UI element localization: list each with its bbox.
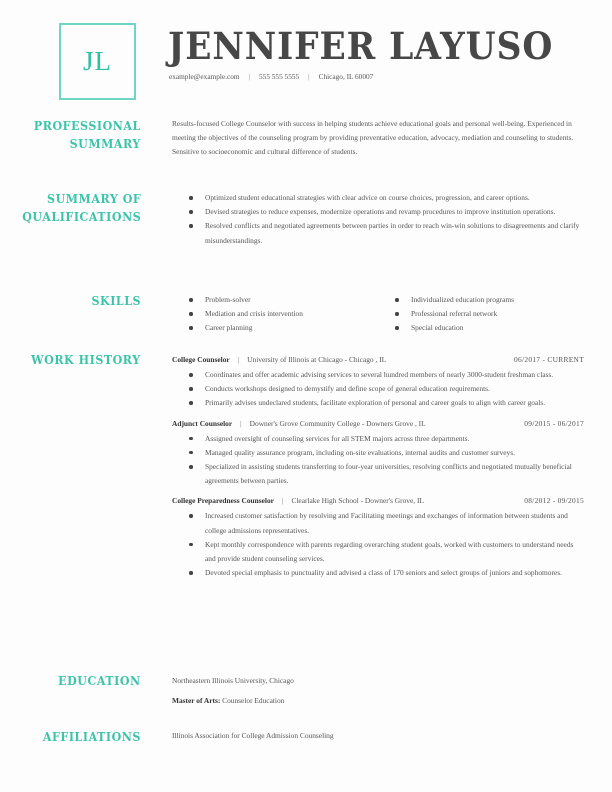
section-heading-education: EDUCATION — [58, 673, 141, 688]
job-separator: | — [237, 355, 240, 364]
section-heading-work-history: WORK HISTORY — [31, 352, 141, 367]
monogram-initials: JL — [59, 23, 136, 100]
job-bullets — [172, 432, 584, 489]
job-title-employer — [172, 353, 386, 367]
heading-line: QUALIFICATIONS — [21, 209, 141, 224]
job-employer: University of Illinois at Chicago - Chicago , IL — [247, 355, 387, 364]
list-item: Optimized student educational strategies with clear advice on course choices, progression, and career options. — [172, 191, 584, 205]
qualifications-list — [172, 191, 584, 248]
job-header — [172, 494, 584, 508]
degree-field: Counselor Education — [222, 696, 285, 705]
affiliations-text: Illinois Association for College Admission Counseling — [172, 731, 334, 740]
contact-separator: | — [248, 72, 251, 81]
job-separator: | — [240, 418, 242, 428]
skill-item: Professional referral network — [378, 307, 584, 321]
education-degree — [172, 694, 584, 708]
skill-item: Special education — [378, 321, 584, 335]
job-header — [172, 353, 584, 367]
skill-item: Problem-solver — [172, 293, 378, 307]
list-item: Conducts workshops designed to demystify and define scope of general education requirements. — [172, 382, 584, 396]
job-entry — [172, 417, 584, 489]
job-separator: | — [281, 496, 284, 506]
job-entry — [172, 353, 584, 411]
heading-line: SUMMARY OF — [46, 191, 141, 206]
contact-line — [169, 72, 373, 81]
heading-line: PROFESSIONAL — [34, 118, 141, 133]
section-heading-affiliations: AFFILIATIONS — [42, 729, 141, 744]
list-item: Managed quality assurance program, including on-site evaluations, internal audits and customer surveys. — [172, 446, 584, 460]
contact-location: Chicago, IL 60007 — [318, 72, 374, 81]
job-title: College Preparedness Counselor — [172, 496, 274, 506]
degree-label: Master of Arts: — [172, 696, 221, 705]
contact-separator: | — [308, 72, 310, 81]
contact-phone: 555 555 5555 — [259, 72, 300, 81]
job-dates: 06/2017 - CURRENT — [514, 355, 584, 364]
work-history-content — [172, 353, 584, 586]
skills-list-left — [172, 293, 378, 336]
qualifications-content — [172, 191, 584, 248]
list-item: Increased customer satisfaction by resolving and Facilitating meetings and exchanges of information between students and college admissions representatives. — [172, 509, 584, 537]
list-item: Coordinates and offer academic advising services to several hundred members of nearly 3000-student freshman class. — [172, 368, 584, 382]
list-item: Devoted special emphasis to punctuality and advised a class of 170 seniors and select groups of juniors and sophomores. — [172, 566, 584, 580]
list-item: Specialized in assisting students transferring to four-year universities, resolving conflicts and negotiated mutually beneficial agreements between parties. — [172, 460, 584, 488]
job-employer: Downer's Grove Community College - Downers Grove , IL — [249, 418, 426, 428]
job-dates: 09/2015 - 06/2017 — [524, 418, 584, 428]
job-title-employer — [172, 494, 424, 508]
job-dates: 08/2012 - 09/2015 — [524, 496, 584, 506]
job-title: Adjunct Counselor — [172, 418, 233, 428]
heading-line: SUMMARY — [69, 136, 141, 151]
job-bullets — [172, 509, 584, 580]
skill-item: Mediation and crisis intervention — [172, 307, 378, 321]
skills-list-right — [378, 293, 584, 336]
job-header — [172, 417, 584, 431]
section-heading-qualifications — [22, 190, 141, 226]
job-bullets — [172, 368, 584, 411]
list-item: Primarily advises undeclared students, facilitate exploration of personal and career goals to align with career goals. — [172, 396, 584, 410]
list-item: Kept monthly correspondence with parents regarding overarching student goals, worked with customers to understand needs and provide student counseling services. — [172, 538, 584, 566]
skill-item: Career planning — [172, 321, 378, 335]
list-item: Assigned oversight of counseling services for all STEM majors across three departments. — [172, 432, 584, 446]
list-item: Resolved conflicts and negotiated agreements between parties in order to reach win-win solutions to disagreements and clarify misunderstandings. — [172, 219, 584, 247]
skills-content — [172, 293, 584, 336]
section-heading-professional-summary — [34, 117, 141, 153]
job-entry — [172, 494, 584, 580]
skill-item: Individualized education programs — [378, 293, 584, 307]
list-item: Devised strategies to reduce expenses, modernize operations and revamp procedures to improve institution operations. — [172, 205, 584, 219]
job-title: College Counselor — [172, 355, 230, 364]
job-title-employer — [172, 417, 426, 431]
section-heading-skills: SKILLS — [91, 293, 141, 308]
candidate-name: JENNIFER LAYUSO — [168, 24, 554, 68]
education-school: Northeastern Illinois University, Chicago — [172, 676, 294, 685]
job-employer: Clearlake High School - Downer's Grove, IL — [291, 496, 424, 506]
education-content — [172, 674, 584, 714]
summary-text: Results-focused College Counselor with success in helping students achieve educational goals and personal well-being. Experienced in meeting the objectives of the counseling program by providing preventative education, advocacy, mediation and counseling to students. Sensitive to socioeconomic and cultural difference of students. — [172, 119, 574, 157]
contact-email: example@example.com — [169, 72, 240, 81]
